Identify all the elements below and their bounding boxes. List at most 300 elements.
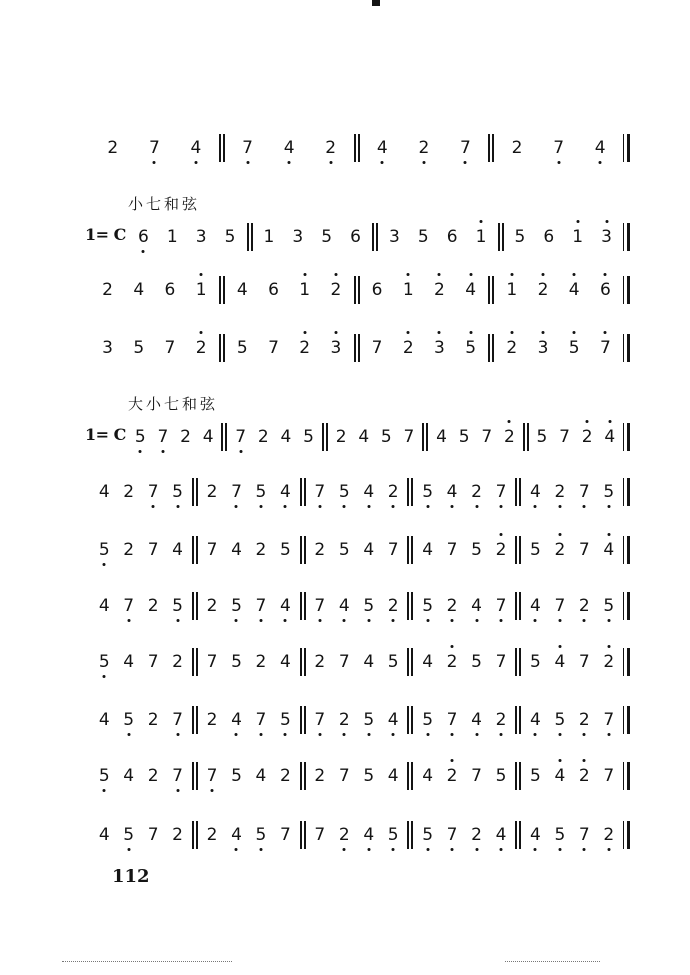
double-barline [407,478,413,506]
measure [308,586,406,626]
double-barline [354,276,360,304]
octave-down-dot [426,848,429,851]
octave-up-dot [576,220,579,223]
note: 7 [224,482,248,502]
note: 1 [563,227,592,247]
note: 4 [597,540,621,560]
double-barline [488,276,494,304]
final-barline [623,648,630,676]
octave-down-dot [235,505,238,508]
note: 7 [371,338,383,358]
double-barline [192,536,198,564]
note: 5 [530,540,541,560]
note: 2 [597,652,621,672]
note: 2 [548,482,572,502]
note: 7 [152,427,175,447]
octave-down-dot [284,505,287,508]
note: 5 [338,540,350,560]
note: 7 [249,596,273,616]
measure [227,328,352,368]
double-barline [354,334,360,362]
octave-down-dot [127,619,130,622]
note: 2 [257,427,269,447]
note: 2 [548,540,572,560]
note: 4 [133,280,145,300]
octave-down-dot [329,161,332,164]
measure [308,815,406,855]
note: 2 [393,338,424,358]
note: 5 [458,427,470,447]
note: 5 [536,427,548,447]
note: 2 [332,825,356,845]
notation-row [92,270,632,310]
note: 7 [403,427,415,447]
octave-up-dot [407,273,410,276]
note: 2 [123,482,135,502]
note: 2 [496,338,527,358]
measure [200,815,298,855]
note: 7 [229,427,252,447]
final-barline [623,276,630,304]
measures [92,472,632,512]
key-signature: 1= C [85,425,126,444]
note: 2 [381,482,405,502]
note: 4 [440,482,464,502]
double-barline [407,821,413,849]
note: 7 [495,652,507,672]
double-barline [515,821,521,849]
note: 4 [224,825,248,845]
measure [200,530,298,570]
note: 7 [489,596,513,616]
double-barline [488,134,494,162]
note: 3 [389,227,400,247]
measure [92,642,190,682]
octave-down-dot [235,733,238,736]
measure [330,417,420,457]
note: 6 [446,227,458,247]
note: 4 [523,825,547,845]
octave-down-dot [475,505,478,508]
octave-down-dot [176,619,179,622]
note: 7 [603,766,615,786]
note: 2 [597,825,621,845]
measure [496,270,621,310]
measure [415,642,513,682]
note: 2 [511,138,523,158]
note: 4 [363,652,375,672]
note: 1 [467,227,496,247]
octave-down-dot [583,505,586,508]
measure [523,586,621,626]
octave-down-dot [142,250,145,253]
note: 7 [308,710,332,730]
octave-up-dot [451,759,454,762]
note: 7 [206,540,218,560]
note: 2 [279,766,291,786]
octave-down-dot [343,619,346,622]
note: 7 [227,138,269,158]
notation-row [92,472,632,512]
measure [380,217,496,257]
octave-up-dot [607,645,610,648]
note: 5 [415,825,439,845]
note: 5 [415,710,439,730]
measure [129,217,245,257]
double-barline [407,536,413,564]
note: 4 [523,596,547,616]
note: 5 [116,825,140,845]
note: 7 [134,138,176,158]
octave-down-dot [426,619,429,622]
note: 4 [279,652,291,672]
note: 7 [200,766,224,786]
note: 6 [129,227,158,247]
note: 2 [310,138,352,158]
measure [227,128,352,168]
note: 2 [147,596,159,616]
note: 4 [123,766,135,786]
octave-down-dot [426,505,429,508]
note: 7 [141,482,165,502]
note: 1 [393,280,424,300]
octave-down-dot [499,733,502,736]
measures [92,530,632,570]
final-barline [623,478,630,506]
note: 6 [268,280,279,300]
note: 5 [471,652,482,672]
note: 1 [166,227,178,247]
octave-down-dot [558,505,561,508]
note: 5 [548,825,572,845]
note: 5 [92,652,116,672]
note: 5 [415,596,439,616]
octave-down-dot [259,505,262,508]
measure [200,756,298,796]
note: 2 [403,138,445,158]
final-barline [623,536,630,564]
note: 5 [381,825,405,845]
measure [523,700,621,740]
measure [523,642,621,682]
note: 5 [548,710,572,730]
scan-artifact [505,961,600,965]
note: 3 [292,227,304,247]
note: 4 [280,427,292,447]
octave-up-dot [607,533,610,536]
measure [92,815,190,855]
double-barline [192,821,198,849]
note: 4 [172,540,183,560]
note: 5 [92,766,116,786]
octave-down-dot [259,848,262,851]
final-barline [623,134,630,162]
octave-up-dot [558,533,561,536]
octave-down-dot [392,619,395,622]
measure [496,128,621,168]
note: 7 [279,825,291,845]
octave-up-dot [334,331,337,334]
double-barline [192,592,198,620]
note: 5 [231,652,242,672]
double-barline [407,648,413,676]
note: 4 [255,766,267,786]
final-barline [623,821,630,849]
double-barline [219,334,225,362]
octave-down-dot [599,161,602,164]
note: 5 [249,482,273,502]
note: 4 [273,482,297,502]
note: 4 [236,280,248,300]
octave-down-dot [451,619,454,622]
note: 4 [523,482,547,502]
note: 2 [180,427,191,447]
note: 5 [332,482,356,502]
note: 5 [417,227,429,247]
measure [496,328,621,368]
octave-down-dot [239,450,242,453]
measure [415,530,513,570]
note: 4 [175,138,217,158]
note: 2 [527,280,558,300]
measure [229,417,319,457]
octave-down-dot [161,450,164,453]
octave-down-dot [152,505,155,508]
note: 4 [224,710,248,730]
octave-up-dot [558,645,561,648]
final-barline [623,223,630,251]
note: 5 [303,427,314,447]
note: 7 [572,825,596,845]
octave-up-dot [508,420,511,423]
note: 7 [338,766,350,786]
section-title-minor-seventh: 小七和弦 [128,195,201,213]
note: 1 [263,227,275,247]
octave-down-dot [475,619,478,622]
note: 2 [381,596,405,616]
note: 7 [440,825,464,845]
note: 7 [147,825,159,845]
octave-up-dot [334,273,337,276]
double-barline [422,423,428,451]
note: 7 [206,652,218,672]
note: 3 [102,338,113,358]
note: 4 [422,652,434,672]
measure [129,417,219,457]
octave-down-dot [284,733,287,736]
note: 2 [314,540,326,560]
measure [92,328,217,368]
key-signature: 1= C [85,225,126,244]
double-barline [300,592,306,620]
measure [92,756,190,796]
note: 7 [590,338,621,358]
note: 5 [471,540,482,560]
octave-down-dot [499,619,502,622]
page-number: 112 [112,866,150,887]
double-barline [300,536,306,564]
octave-down-dot [422,161,425,164]
octave-up-dot [499,533,502,536]
note: 2 [489,540,513,560]
final-barline [623,762,630,790]
measure [92,700,190,740]
measure [523,530,621,570]
double-barline [322,423,328,451]
note: 7 [481,427,493,447]
note: 7 [489,482,513,502]
measure [308,530,406,570]
note: 2 [440,766,464,786]
note: 7 [548,596,572,616]
octave-down-dot [558,848,561,851]
measure [92,128,217,168]
note: 7 [164,338,176,358]
note: 4 [98,710,110,730]
notation-row [85,217,632,257]
octave-down-dot [583,619,586,622]
note: 5 [273,710,297,730]
octave-down-dot [583,848,586,851]
note: 7 [314,825,326,845]
note: 5 [495,766,507,786]
note: 4 [363,540,375,560]
octave-down-dot [235,848,238,851]
octave-down-dot [235,619,238,622]
double-barline [300,706,306,734]
octave-up-dot [438,331,441,334]
note: 5 [224,596,248,616]
note: 5 [357,710,381,730]
note: 2 [314,652,326,672]
note: 4 [202,427,214,447]
octave-up-dot [407,331,410,334]
note: 5 [165,596,189,616]
octave-down-dot [426,733,429,736]
measure [308,700,406,740]
note: 5 [224,227,236,247]
double-barline [192,762,198,790]
octave-down-dot [464,161,467,164]
note: 5 [530,766,541,786]
note: 7 [338,652,350,672]
note: 6 [164,280,176,300]
note: 7 [597,710,621,730]
octave-down-dot [607,619,610,622]
note: 7 [308,482,332,502]
note: 7 [471,766,482,786]
note: 5 [165,482,189,502]
measure [523,756,621,796]
note: 4 [358,427,370,447]
octave-down-dot [451,848,454,851]
double-barline [300,762,306,790]
note: 7 [578,652,590,672]
note: 5 [514,227,526,247]
measure [92,586,190,626]
note: 7 [165,766,189,786]
octave-up-dot [608,420,611,423]
measure [92,270,217,310]
octave-up-dot [451,645,454,648]
double-barline [488,334,494,362]
note: 4 [362,138,404,158]
note: 4 [381,710,405,730]
note: 2 [186,338,217,358]
octave-down-dot [153,161,156,164]
double-barline [221,423,227,451]
note: 2 [172,652,183,672]
note: 4 [123,652,135,672]
note: 5 [455,338,486,358]
octave-up-dot [604,273,607,276]
octave-down-dot [103,563,106,566]
octave-up-dot [303,331,306,334]
note: 4 [548,766,572,786]
note: 7 [387,540,399,560]
note: 7 [147,540,159,560]
note: 2 [147,766,159,786]
note: 2 [172,825,183,845]
note: 7 [538,138,580,158]
double-barline [372,223,378,251]
final-barline [623,423,630,451]
measure [506,217,622,257]
note: 7 [249,710,273,730]
note: 5 [387,652,399,672]
double-barline [300,478,306,506]
notation-row [92,815,632,855]
note: 4 [436,427,447,447]
note: 1 [289,280,320,300]
octave-down-dot [259,619,262,622]
octave-down-dot [475,848,478,851]
note: 4 [332,596,356,616]
note: 2 [206,710,218,730]
note: 5 [597,482,621,502]
scan-artifact [62,961,232,965]
note: 6 [590,280,621,300]
measure [415,815,513,855]
note: 2 [320,280,351,300]
octave-up-dot [573,273,576,276]
note: 7 [147,652,159,672]
double-barline [300,648,306,676]
octave-down-dot [367,505,370,508]
note: 3 [195,227,207,247]
measure [308,756,406,796]
double-barline [354,134,360,162]
note: 4 [98,596,110,616]
measures [92,642,632,682]
octave-down-dot [499,505,502,508]
note: 4 [598,427,621,447]
measure [415,700,513,740]
double-barline [407,706,413,734]
note: 4 [464,596,488,616]
note: 5 [363,766,375,786]
measure [92,530,190,570]
octave-up-dot [303,273,306,276]
double-barline [515,706,521,734]
note: 5 [231,766,242,786]
octave-down-dot [583,733,586,736]
octave-down-dot [607,505,610,508]
octave-up-dot [200,331,203,334]
octave-up-dot [510,331,513,334]
note: 2 [489,710,513,730]
octave-up-dot [480,220,483,223]
